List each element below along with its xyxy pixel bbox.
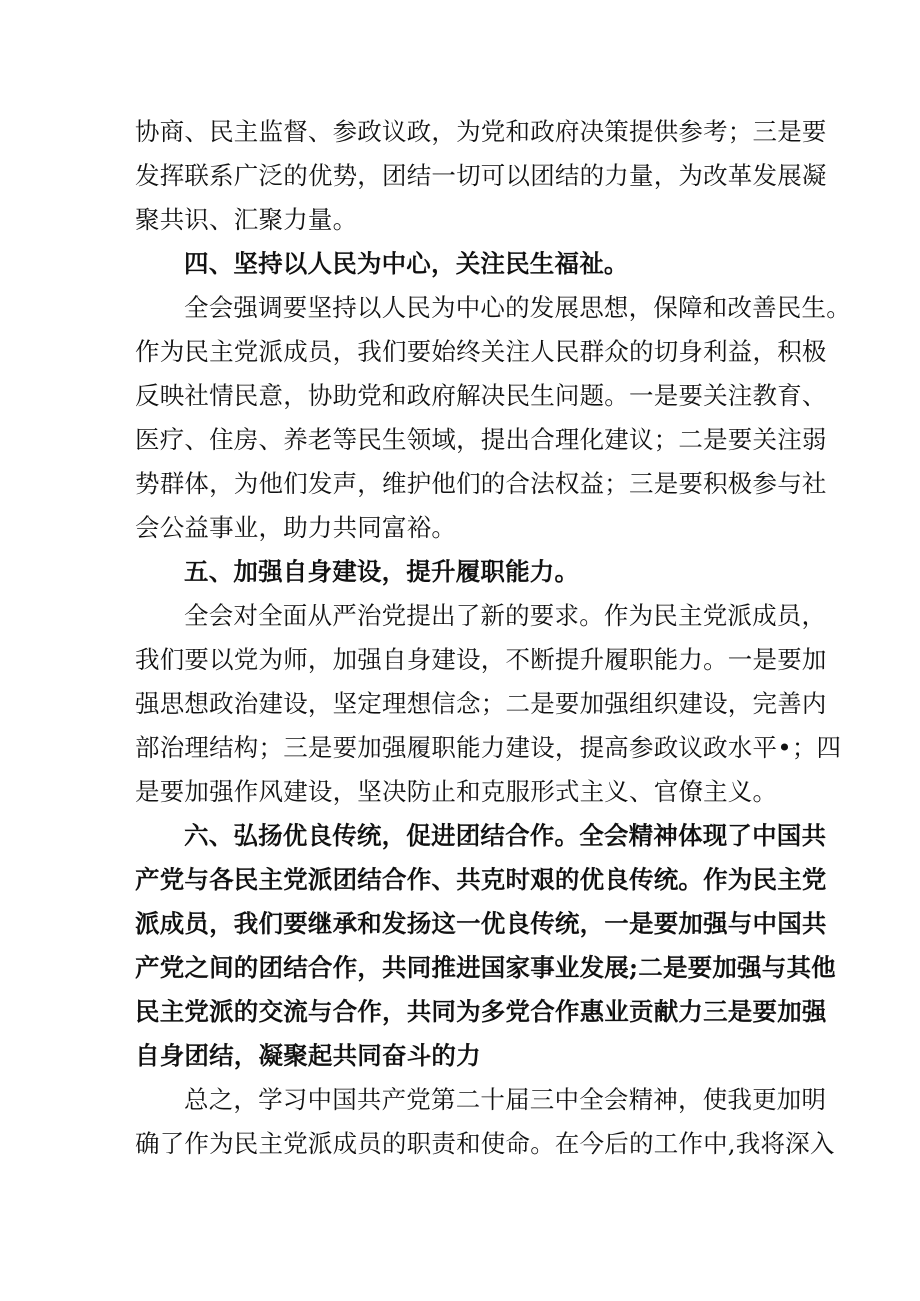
paragraph-conclusion: [135, 1078, 835, 1166]
text-line: 全会强调要坚持以人民为中心的发展思想，保障和改善民生。: [184, 293, 851, 322]
text-line: 全会对全面从严治党提出了新的要求。作为民主党派成员，: [184, 601, 827, 630]
paragraph-section-6: [135, 814, 836, 1078]
text-line: 确了作为民主党派成员的职责和使命。在今后的工作中,我将深入: [135, 1129, 835, 1158]
paragraph-section-5: [135, 594, 842, 814]
text-line: 势群体，为他们发声，维护他们的合法权益；三是要积极参与社: [135, 469, 827, 498]
text-line: 我们要以党为师，加强自身建设，不断提升履职能力。一是要加: [135, 645, 827, 674]
text-line: 总之，学习中国共产党第二十届三中全会精神，使我更加明: [184, 1085, 827, 1114]
document-body: [135, 110, 851, 1166]
text-line: 是要加强作风建设，坚决防止和克服形式主义、官僚主义。: [135, 777, 778, 806]
text-line: 发挥联系广泛的优势，团结一切可以团结的力量，为改革发展凝: [135, 161, 827, 190]
paragraph-continuation: [135, 110, 827, 242]
text-line: 聚共识、汇聚力量。: [135, 205, 358, 234]
text-line: 强思想政治建设，坚定理想信念；二是要加强组织建设，完善内: [135, 689, 827, 718]
text-line: 部治理结构；三是要加强履职能力建设，提高参政议政水平•；四: [135, 733, 842, 762]
text-line: 六、弘扬优良传统，促进团结合作。全会精神体现了中国共: [184, 821, 827, 850]
text-line: 医疗、住房、养老等民生领域，提出合理化建议；二是要关注弱: [135, 425, 827, 454]
text-line: 产党之间的团结合作，共同推进国家事业发展;二是要加强与其他: [135, 953, 836, 982]
text-line: 派成员，我们要继承和发扬这一优良传统，一是要加强与中国共: [135, 909, 827, 938]
section-heading-5: [135, 550, 800, 594]
text-line: 协商、民主监督、参政议政，为党和政府决策提供参考；三是要: [135, 117, 827, 146]
paragraph-section-4: [135, 286, 851, 550]
text-line: 产党与各民主党派团结合作、共克时艰的优良传统。作为民主党: [135, 865, 827, 894]
text-line: 民主党派的交流与合作，共同为多党合作惠业贡献力三是要加强: [135, 997, 827, 1026]
heading-text: 五、加强自身建设，提升履职能力。: [184, 557, 580, 586]
text-line: 作为民主党派成员，我们要始终关注人民群众的切身利益，积极: [135, 337, 827, 366]
heading-text: 四、坚持以人民为中心，关注民生福祉。: [184, 249, 629, 278]
text-line: 会公益事业，助力共同富裕。: [135, 513, 457, 542]
section-heading-4: [135, 242, 800, 286]
text-line: 反映社情民意，协助党和政府解决民生问题。一是要关注教育、: [135, 381, 827, 410]
text-line: 自身团结，凝聚起共同奋斗的力: [135, 1041, 481, 1070]
